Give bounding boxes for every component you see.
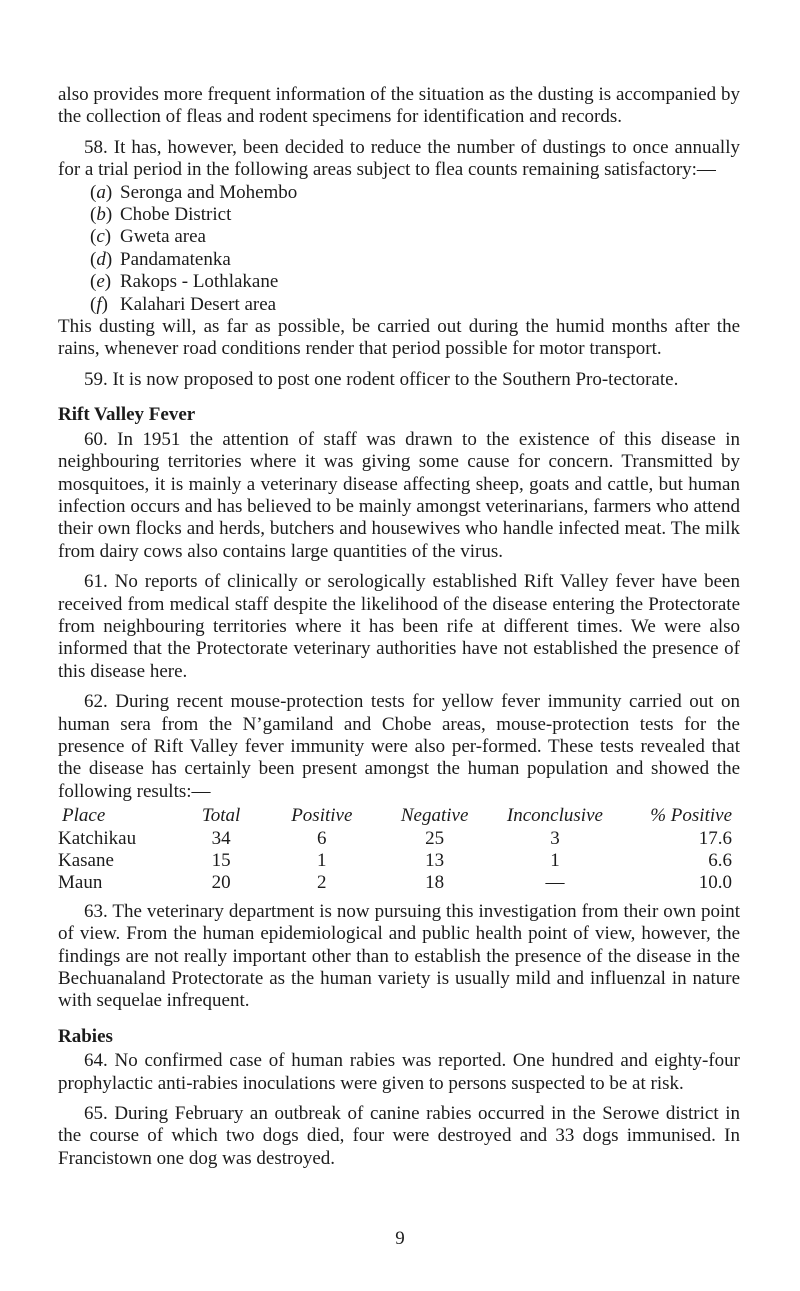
table-row (58, 872, 740, 894)
header-positive: Positive (291, 805, 353, 827)
table-cell: 1 (550, 850, 560, 871)
table-cell: Kasane (58, 850, 114, 871)
list-item: (d) Pandamatenka (90, 248, 231, 270)
list-item: (e) Rakops - Lothlakane (90, 271, 279, 293)
table-cell: 13 (425, 850, 445, 871)
table-cell: 17.6 (698, 827, 732, 849)
table-row (58, 828, 740, 850)
table-cell: 6 (317, 827, 327, 849)
list-item: (c) Gweta area (90, 226, 206, 248)
table-row (58, 850, 740, 872)
table-cell: 6.6 (708, 850, 732, 871)
paragraph-64: 64. No confirmed case of human rabies was reported. One hundred and eighty-four prophylactic anti-rabies inoculations were given to persons suspected to be at risk. (58, 1050, 740, 1094)
table-cell: 10.0 (698, 872, 732, 894)
page-number: 9 (395, 1228, 405, 1249)
table-cell: — (545, 872, 565, 894)
list-item: (a) Seronga and Mohembo (90, 181, 298, 203)
header-percent-positive: % Positive (650, 805, 732, 827)
table-cell: Maun (58, 872, 103, 894)
table-header-row (58, 805, 740, 827)
heading-rift-valley-fever: Rift Valley Fever (58, 404, 196, 426)
results-table (58, 805, 740, 895)
paragraph-58: 58. It has, however, been decided to reduce the number of dustings to once annually for a trial period in the following areas subject to flea counts remaining satisfactory:— (58, 136, 740, 181)
paragraph-58-continued: This dusting will, as far as possible, be carried out during the humid months after the rains, whenever road conditions render that period possible for motor transport. (58, 316, 740, 360)
list-item: (b) Chobe District (90, 204, 232, 226)
paragraph-63: 63. The veterinary department is now pursuing this investigation from their own point of view. From the human epidemiological and public health point of view, however, the findings are not really important other than to establish the presence of the disease in the Bechuanaland Protectorate as the human variety is usually mild and influenzal in nature with sequelae infrequent. (58, 900, 740, 1012)
list-item: (f) Kalahari Desert area (90, 293, 277, 315)
table-cell: 34 (211, 827, 231, 849)
table-cell: 1 (317, 850, 327, 871)
header-negative: Negative (400, 805, 469, 827)
header-total: Total (201, 805, 241, 827)
table-cell: Katchikau (58, 827, 137, 849)
intro-paragraph: also provides more frequent information of the situation as the dusting is accompanied by the collection of fleas and rodent specimens for identification and records. (58, 84, 740, 128)
table-cell: 15 (211, 850, 231, 871)
heading-rabies: Rabies (58, 1025, 113, 1047)
paragraph-62: 62. During recent mouse-protection tests for yellow fever immunity carried out on human sera from the N’gamiland and Chobe areas, mouse-protection tests for the presence of Rift Valley fever immunity were also per-formed. These tests revealed that the disease has certainly been present amongst the human population and showed the following results:— (58, 691, 740, 802)
header-place: Place (62, 805, 106, 827)
paragraph-61: 61. No reports of clinically or serologically established Rift Valley fever have been received from medical staff despite the likelihood of the disease entering the Protectorate from neighbouring territories where it has been rife at different times. We were also informed that the Protectorate veterinary authorities have not established the presence of this disease here. (58, 571, 740, 682)
table-cell: 20 (211, 872, 231, 894)
table-cell: 2 (317, 872, 327, 894)
paragraph-65: 65. During February an outbreak of canine rabies occurred in the Serowe district in the course of which two dogs died, four were destroyed and 33 dogs immunised. In Francistown one dog was destroyed. (58, 1103, 740, 1169)
table-cell: 25 (425, 827, 445, 849)
document-page (58, 84, 740, 1170)
paragraph-60: 60. In 1951 the attention of staff was drawn to the existence of this disease in neighbouring territories where it was giving some cause for concern. Transmitted by mosquitoes, it is mainly a veterinary disease affecting sheep, goats and cattle, but human infection occurs and has believed to be mainly amongst veterinarians, farmers who attend their own flocks and herds, butchers and housewives who handle infected meat. The milk from dairy cows also contains large quantities of the virus. (58, 428, 740, 562)
paragraph-59: 59. It is now proposed to post one rodent officer to the Southern Pro-tectorate. (84, 368, 679, 390)
table-cell: 3 (550, 827, 560, 849)
areas-list (90, 182, 740, 316)
header-inconclusive: Inconclusive (506, 805, 603, 827)
table-cell: 18 (425, 872, 445, 894)
